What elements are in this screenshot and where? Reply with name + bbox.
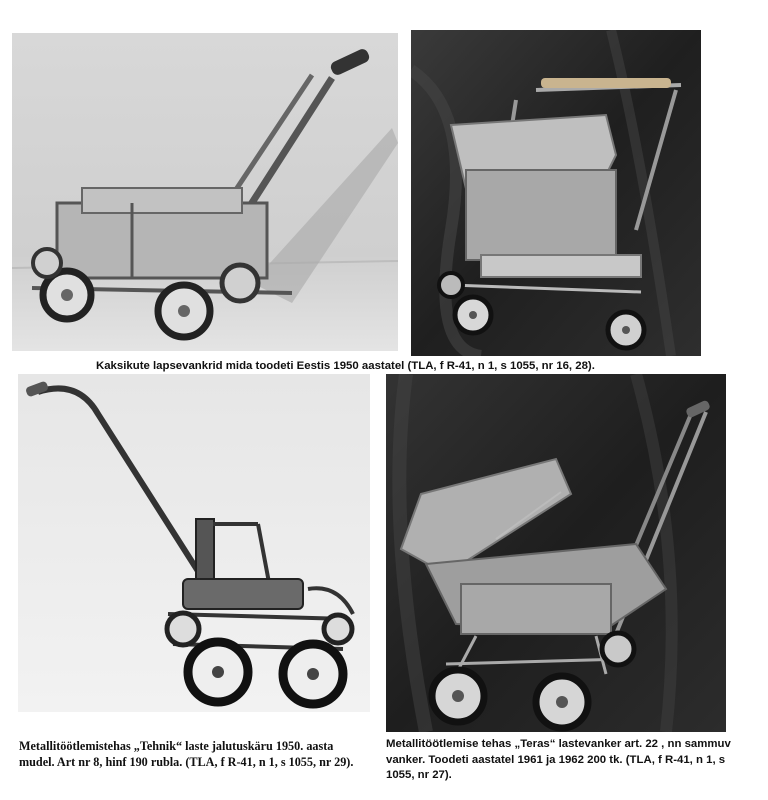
- photo-tehnik-stroller: [18, 374, 370, 712]
- photo-twin-pram-dark: [411, 30, 701, 356]
- caption-teras-pram: Metallitöötlemise tehas „Teras“ lastevanker art. 22 , nn sammuv vanker. Toodeti aastatel 1961 ja 1962 200 tk. (TLA, f R-41, n 1, s 1055, nr 27).: [386, 738, 731, 781]
- caption-twin-prams: Kaksikute lapsevankrid mida toodeti Eestis 1950 aastatel (TLA, f R-41, n 1, s 1055, nr 16, 28).: [96, 360, 595, 372]
- photo-teras-pram: [386, 374, 726, 732]
- caption-tehnik-stroller: Metallitöötlemistehas „Tehnik“ laste jalutuskäru 1950. aasta mudel. Art nr 8, hinf 190 rubla. (TLA, f R-41, n 1, s 1055, nr 29).: [19, 739, 354, 769]
- photo-twin-pram-light: [12, 33, 398, 351]
